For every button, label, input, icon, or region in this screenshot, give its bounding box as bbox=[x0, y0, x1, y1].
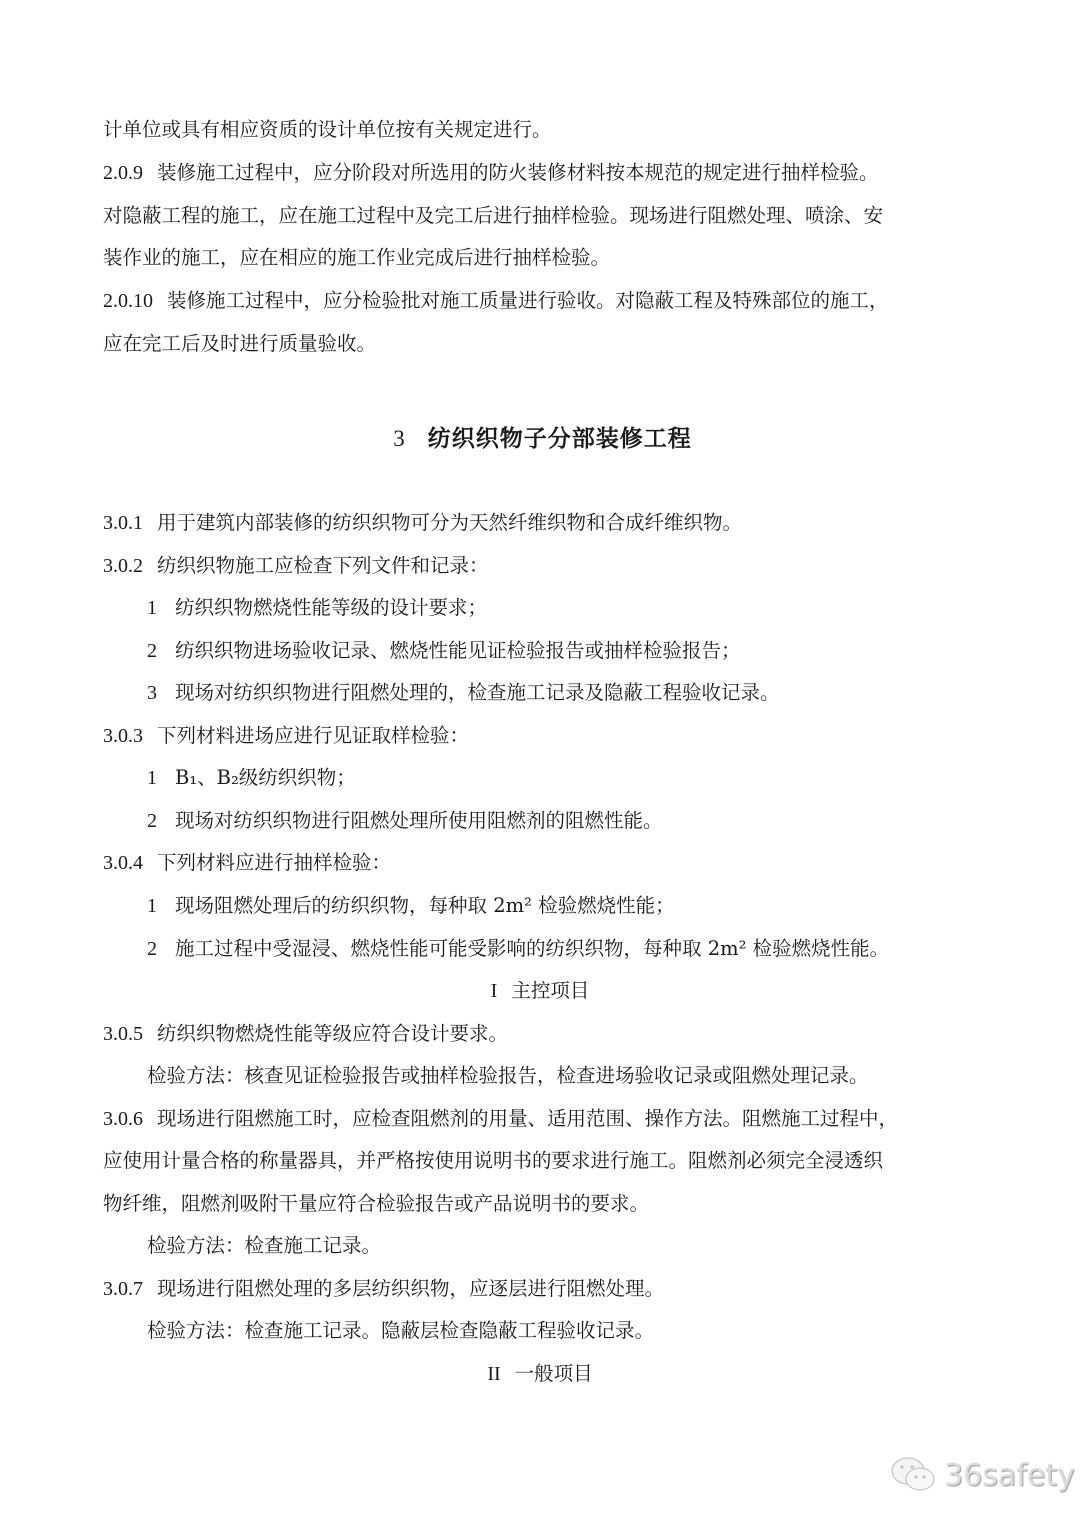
section-number: 3 bbox=[393, 426, 406, 451]
clause-number: 3.0.1 bbox=[103, 512, 143, 534]
clause-text: 施工过程中受湿浸、燃烧性能可能受影响的纺织织物，每种取 2m² 检验燃烧性能。 bbox=[175, 936, 890, 960]
text-line bbox=[103, 331, 376, 357]
clause-text: 应使用计量合格的称量器具，并严格按使用说明书的要求进行施工。阻燃剂必须完全浸透织 bbox=[103, 1149, 884, 1173]
subsection-heading bbox=[0, 1361, 1080, 1387]
clause-text: 一般项目 bbox=[514, 1362, 593, 1385]
text-line bbox=[103, 288, 889, 314]
clause-text: 检验方法：核查见证检验报告或抽样检验报告，检查进场验收记录或阻燃处理记录。 bbox=[147, 1064, 869, 1088]
clause-number: 3.0.2 bbox=[103, 554, 143, 577]
wechat-icon bbox=[890, 1455, 938, 1495]
clause-text: 装作业的施工，应在相应的施工作业完成后进行抽样检验。 bbox=[103, 246, 611, 270]
watermark bbox=[890, 1455, 1075, 1495]
clause-text: 现场进行阻燃施工时，应检查阻燃剂的用量、适用范围、操作方法。阻燃施工过程中， bbox=[157, 1106, 899, 1130]
clause-number: 3.0.5 bbox=[103, 1022, 143, 1045]
clause-number: 2 bbox=[147, 639, 157, 662]
text-line bbox=[147, 638, 741, 664]
text-line bbox=[103, 245, 610, 271]
clause-number: 1 bbox=[147, 767, 157, 790]
text-line bbox=[147, 936, 889, 962]
clause-text: 对隐蔽工程的施工，应在施工过程中及完工后进行抽样检验。现场进行阻燃处理、喷涂、安 bbox=[103, 203, 884, 227]
text-line bbox=[103, 553, 489, 579]
clause-number: 1 bbox=[147, 597, 157, 620]
clause-number: 3.0.4 bbox=[103, 852, 143, 875]
subsection-heading bbox=[0, 978, 1080, 1004]
text-line bbox=[103, 1106, 898, 1132]
clause-text: 下列材料应进行抽样检验： bbox=[157, 851, 392, 875]
clause-text: 现场进行阻燃处理的多层纺织织物，应逐层进行阻燃处理。 bbox=[157, 1276, 665, 1300]
clause-number: 3.0.6 bbox=[103, 1107, 143, 1130]
clause-text: 纺织织物燃烧性能等级的设计要求； bbox=[175, 596, 488, 620]
clause-text: 物纤维，阻燃剂吸附干量应符合检验报告或产品说明书的要求。 bbox=[103, 1191, 650, 1215]
clause-text: 用于建筑内部装修的纺织织物可分为天然纤维织物和合成纤维织物。 bbox=[157, 511, 743, 534]
text-line bbox=[103, 1276, 664, 1302]
clause-number: II bbox=[487, 1363, 501, 1385]
clause-text: 检验方法：检查施工记录。 bbox=[147, 1234, 382, 1258]
clause-text: 下列材料进场应进行见证取样检验： bbox=[157, 723, 470, 747]
text-line bbox=[147, 595, 487, 621]
text-line bbox=[103, 117, 552, 143]
clause-text: 应在完工后及时进行质量验收。 bbox=[103, 332, 377, 355]
clause-text: 主控项目 bbox=[511, 979, 590, 1003]
clause-text: 现场对纺织织物进行阻燃处理所使用阻燃剂的阻燃性能。 bbox=[175, 808, 663, 832]
text-line bbox=[103, 510, 742, 536]
watermark-text: 36safety bbox=[944, 1457, 1075, 1493]
clause-number: 2.0.9 bbox=[103, 161, 143, 184]
text-line bbox=[147, 893, 675, 919]
section-title: 纺织织物子分部装修工程 bbox=[427, 426, 692, 452]
text-line bbox=[103, 850, 391, 876]
text-line bbox=[103, 1148, 883, 1174]
text-line bbox=[147, 1233, 381, 1259]
clause-text: 纺织织物进场验收记录、燃烧性能见证检验报告或抽样检验报告； bbox=[175, 638, 741, 662]
clause-text: 检验方法：检查施工记录。隐蔽层检查隐蔽工程验收记录。 bbox=[147, 1319, 655, 1343]
clause-number: 2.0.10 bbox=[103, 290, 153, 313]
clause-number: 3.0.3 bbox=[103, 724, 143, 747]
text-line bbox=[147, 680, 780, 706]
text-line bbox=[103, 160, 879, 186]
text-line bbox=[147, 808, 663, 834]
clause-number: I bbox=[490, 980, 498, 1003]
clause-text: 现场阻燃处理后的纺织织物，每种取 2m² 检验燃烧性能； bbox=[175, 893, 675, 917]
clause-text: 纺织织物燃烧性能等级应符合设计要求。 bbox=[157, 1021, 509, 1045]
text-line bbox=[103, 1021, 508, 1047]
clause-text: 装修施工过程中，应分阶段对所选用的防火装修材料按本规范的规定进行抽样检验。 bbox=[157, 160, 879, 184]
clause-text: 计单位或具有相应资质的设计单位按有关规定进行。 bbox=[103, 118, 552, 141]
clause-number: 3 bbox=[147, 682, 157, 705]
clause-number: 3.0.7 bbox=[103, 1277, 143, 1300]
clause-number: 2 bbox=[147, 809, 157, 832]
section-heading bbox=[0, 420, 1080, 453]
clause-number: 2 bbox=[147, 937, 157, 960]
text-line bbox=[147, 1063, 869, 1089]
text-line bbox=[147, 1318, 654, 1344]
text-line bbox=[103, 1191, 649, 1217]
text-line bbox=[103, 203, 883, 229]
clause-text: 纺织织物施工应检查下列文件和记录： bbox=[157, 553, 489, 577]
clause-text: 现场对纺织织物进行阻燃处理的，检查施工记录及隐蔽工程验收记录。 bbox=[175, 681, 780, 705]
clause-text: 装修施工过程中，应分检验批对施工质量进行验收。对隐蔽工程及特殊部位的施工， bbox=[167, 289, 889, 313]
clause-text: B₁、B₂级纺织织物； bbox=[175, 766, 356, 790]
text-line bbox=[147, 765, 356, 791]
clause-number: 1 bbox=[147, 894, 157, 917]
text-line bbox=[103, 723, 469, 749]
